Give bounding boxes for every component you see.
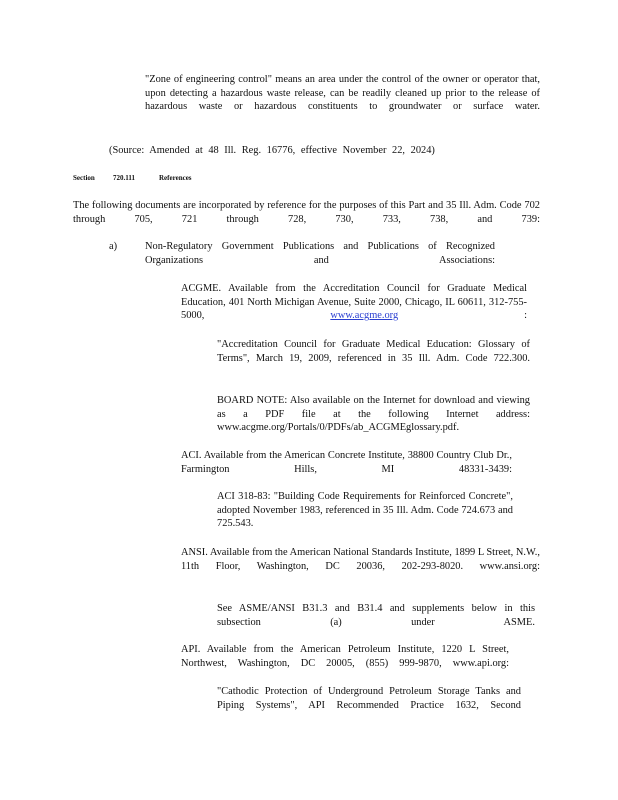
acgme-text: ACGME. Available from the Accreditation Council for Graduate Medical Education, 401 North Michigan Avenue, Suite 2000, Chicago, IL 60611, 312-755-5000, [181,283,527,321]
ansi-see-asme-doc: See ASME/ANSI B31.3 and B31.4 and supplements below in this subsection (a) under ASME. [217,603,535,628]
acgme-link[interactable]: www.acgme.org [330,310,399,321]
api-entry: API. Available from the American Petroleum Institute, 1220 L Street, Northwest, Washington, DC 20005, (855) 999-9870, www.api.org: [181,644,509,669]
item-a-label: a) [109,241,118,252]
acgme-entry [181,282,527,336]
intro-paragraph: The following documents are incorporated by reference for the purposes of this Part and 35 Ill. Adm. Code 702 through 705, 721 through 728, 730, 733, 738, and 739: [73,200,540,225]
section-number: 720.111 [113,174,135,182]
acgme-board-note: BOARD NOTE: Also available on the Internet for download and viewing as a PDF file at the following Internet address: www.acgme.org/Portals/0/PDFs/ab_ACGMEglossary.pdf. [217,395,530,433]
item-a-text: Non-Regulatory Government Publications and Publications of Recognized Organizations and Associations: [145,241,495,266]
aci-entry: ACI. Available from the American Concrete Institute, 38800 Country Club Dr., Farmington Hills, MI 48331-3439: [181,450,512,475]
ansi-entry: ANSI. Available from the American National Standards Institute, 1899 L Street, N.W., 11th Floor, Washington, DC 20036, 202-293-8020. www.ansi.org: [181,547,540,572]
acgme-glossary-doc: "Accreditation Council for Graduate Medical Education: Glossary of Terms", March 19, 2009, referenced in 35 Ill. Adm. Code 722.300. [217,339,530,364]
zone-definition-paragraph: "Zone of engineering control" means an area under the control of the owner or operator that, upon detecting a hazardous waste release, can be readily cleaned up prior to the release of hazardous waste or hazardous constituents to groundwater or surface water. [145,74,540,112]
section-heading [73,172,273,182]
section-title: References [159,174,192,182]
section-label: Section [73,174,95,182]
acgme-colon: : [524,310,527,321]
aci-318-doc: ACI 318-83: "Building Code Requirements for Reinforced Concrete", adopted November 1983, referenced in 35 Ill. Adm. Code 724.673 and 725.543. [217,491,513,529]
source-note: (Source: Amended at 48 Ill. Reg. 16776, effective November 22, 2024) [109,145,435,156]
api-cathodic-doc: "Cathodic Protection of Underground Petroleum Storage Tanks and Piping Systems", API Recommended Practice 1632, Second [217,686,521,711]
